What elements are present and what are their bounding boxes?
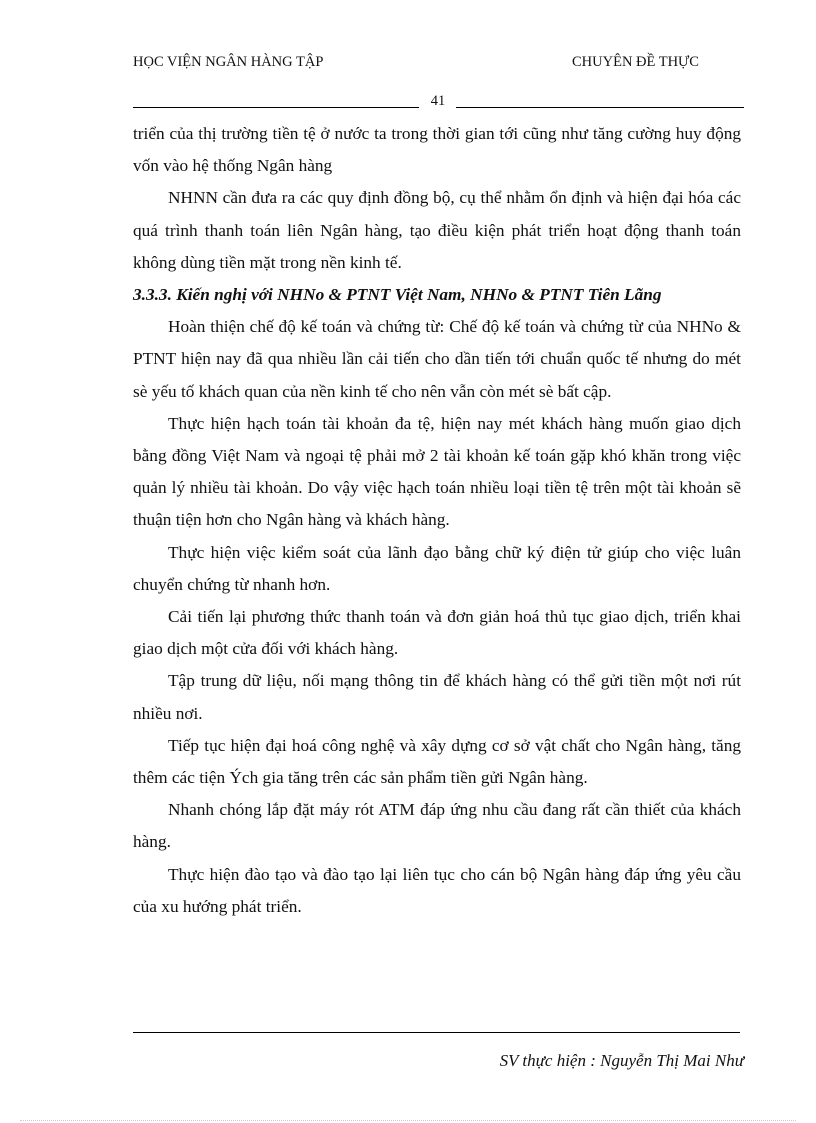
paragraph: triển của thị trường tiền tệ ở nước ta trong thời gian tới cũng như tăng cường huy động vốn vào hệ thống Ngân hàng bbox=[133, 124, 741, 176]
paragraph: Nhanh chóng lắp đặt máy rót ATM đáp ứng nhu cầu đang rất cần thiết của khách hàng. bbox=[133, 800, 741, 852]
paragraph: Thực hiện việc kiểm soát của lãnh đạo bằng chữ ký điện tử giúp cho việc luân chuyển chứng từ nhanh hơn. bbox=[133, 542, 741, 594]
paragraph: NHNN cần đưa ra các quy định đồng bộ, cụ thể nhằm ổn định và hiện đại hóa các quá trình thanh toán liên Ngân hàng, tạo điều kiện phát triển hoạt động thanh toán không dùng tiền mặt trong nền kinh tế. bbox=[133, 188, 741, 272]
footer-rule bbox=[133, 1032, 740, 1033]
paragraph: Thực hiện đào tạo và đào tạo lại liên tục cho cán bộ Ngân hàng đáp ứng yêu cầu của xu hướng phát triển. bbox=[133, 864, 741, 916]
footer-signature: SV thực hiện : Nguyễn Thị Mai Như bbox=[499, 1051, 744, 1070]
header-document-type: CHUYÊN ĐỀ THỰC bbox=[572, 54, 699, 70]
page-number: 41 bbox=[430, 93, 446, 109]
header-rule-left bbox=[133, 107, 419, 108]
paragraph: Cải tiến lại phương thức thanh toán và đơn giản hoá thủ tục giao dịch, triển khai giao dịch một cửa đối với khách hàng. bbox=[133, 607, 741, 659]
paragraph: Tập trung dữ liệu, nối mạng thông tin để khách hàng có thể gửi tiền một nơi rút nhiều nơi. bbox=[133, 671, 741, 723]
paragraph: Hoàn thiện chế độ kế toán và chứng từ: Chế độ kế toán và chứng từ của NHNo & PTNT hiện nay đã qua nhiều lần cải tiến cho dần tiến tới chuẩn quốc tế nhưng do mét sè yếu tố khách quan của nền kinh tế cho nên vẫn còn mét sè bất cập. bbox=[133, 317, 741, 401]
page-body bbox=[133, 118, 741, 923]
page-bottom-divider bbox=[20, 1120, 796, 1121]
section-heading: 3.3.3. Kiến nghị với NHNo & PTNT Việt Nam, NHNo & PTNT Tiên Lãng bbox=[133, 285, 662, 305]
paragraph: Tiếp tục hiện đại hoá công nghệ và xây dựng cơ sở vật chất cho Ngân hàng, tăng thêm các tiện Ých gia tăng trên các sản phẩm tiền gửi Ngân hàng. bbox=[133, 735, 741, 788]
paragraph: Thực hiện hạch toán tài khoản đa tệ, hiện nay mét khách hàng muốn giao dịch bằng đồng Việt Nam và ngoại tệ phải mở 2 tài khoản kế toán gặp khó khăn trong việc quản lý nhiều tài khoản. Do vậy việc hạch toán nhiều loại tiền tệ trên một tài khoản sẽ thuận tiện hơn cho Ngân hàng và khách hàng. bbox=[133, 413, 741, 530]
header-rule-right bbox=[456, 107, 744, 108]
header-institution: HỌC VIỆN NGÂN HÀNG TẬP bbox=[133, 54, 324, 70]
